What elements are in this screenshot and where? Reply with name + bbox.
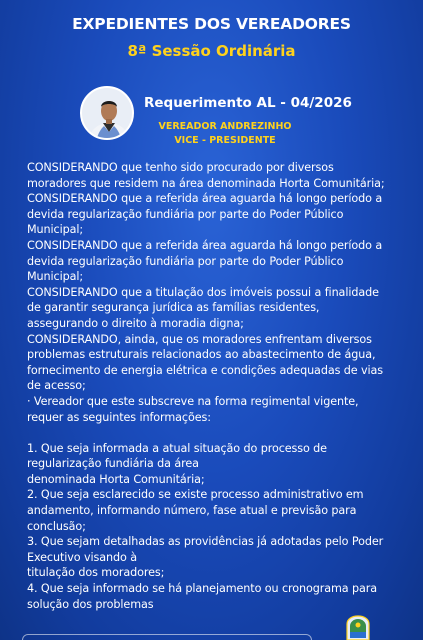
body-line: assegurando o direito à moradia digna;	[27, 316, 244, 330]
person-photo-icon	[82, 88, 134, 140]
requerimento-title: Requerimento AL - 04/2026	[144, 95, 352, 111]
header-title: EXPEDIENTES DOS VEREADORES	[72, 15, 351, 33]
body-line: de garantir segurança jurídica as famílias residentes,	[27, 301, 320, 315]
body-line: CONSIDERANDO que a referida área aguarda há longo período a	[27, 192, 383, 206]
body-line: de acesso;	[27, 379, 86, 393]
body-line: requer as seguintes informações:	[27, 410, 211, 424]
requerimento-body	[27, 160, 405, 612]
body-line: fornecimento de energia elétrica e condições adequadas de vias	[27, 363, 384, 377]
body-line: Municipal;	[27, 270, 84, 284]
body-line: Municipal;	[27, 223, 84, 237]
body-line: CONSIDERANDO, ainda, que os moradores enfrentam diversos	[27, 332, 372, 346]
bottom-bar	[22, 634, 312, 640]
body-line: solução dos problemas	[27, 597, 154, 611]
body-line: · Vereador que este subscreve na forma regimental vigente,	[27, 394, 359, 408]
body-line: titulação dos moradores;	[27, 566, 165, 580]
body-line: CONSIDERANDO que a referida área aguarda há longo período a	[27, 238, 383, 252]
vereador-avatar	[80, 86, 134, 140]
body-line: moradores que residem na área denominada Horta Comunitária;	[27, 176, 385, 190]
body-line: devida regularização fundiária por parte do Poder Público	[27, 254, 344, 268]
body-line: 4. Que seja informado se há planejamento ou cronograma para	[27, 582, 378, 596]
body-line: denominada Horta Comunitária;	[27, 472, 205, 486]
body-line: regularização fundiária da área	[27, 457, 199, 471]
session-subtitle: 8ª Sessão Ordinária	[127, 42, 296, 60]
vereador-name: VEREADOR ANDREZINHO	[158, 121, 292, 132]
camara-emblem-icon	[343, 614, 373, 640]
body-line: problemas estruturais relacionados ao abastecimento de água,	[27, 348, 376, 362]
body-line: 1. Que seja informada a atual situação do processo de	[27, 441, 327, 455]
body-line: andamento, informando número, fase atual e previsão para	[27, 504, 357, 518]
body-line: CONSIDERANDO que tenho sido procurado por diversos	[27, 161, 334, 174]
vereador-role: VICE - PRESIDENTE	[174, 135, 276, 146]
body-line: devida regularização fundiária por parte do Poder Público	[27, 207, 344, 221]
body-line: 3. Que sejam detalhadas as providências já adotadas pelo Poder	[27, 535, 384, 549]
body-line: Executivo visando à	[27, 550, 137, 564]
body-line: 2. Que seja esclarecido se existe processo administrativo em	[27, 488, 364, 502]
body-line: CONSIDERANDO que a titulação dos imóveis possui a finalidade	[27, 285, 379, 299]
blank-line	[27, 425, 405, 441]
body-line: conclusão;	[27, 519, 86, 533]
